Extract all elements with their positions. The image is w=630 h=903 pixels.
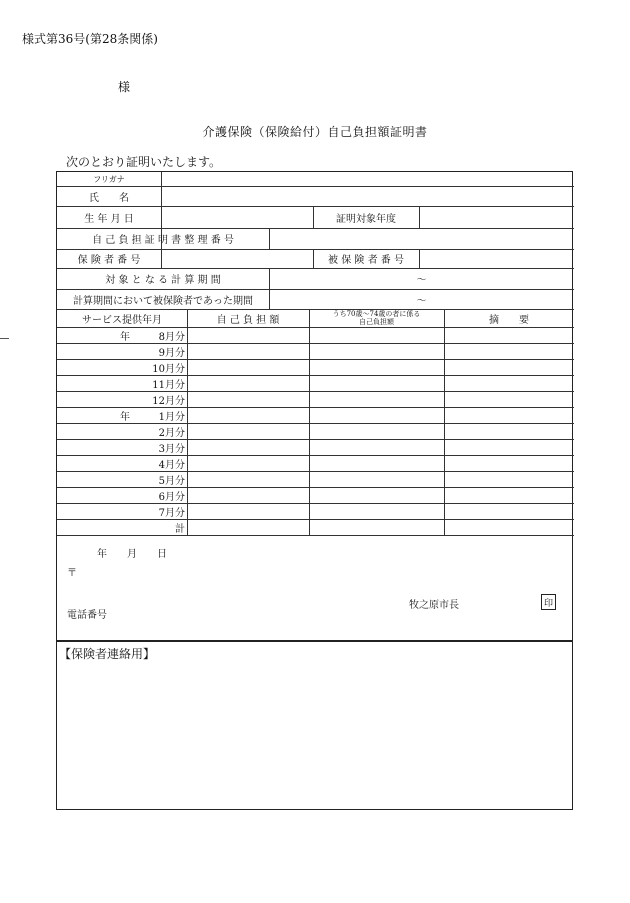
service-month-header: サービス提供年月	[82, 314, 162, 326]
addressee-suffix: 様	[118, 80, 131, 94]
month-row-year: 年	[120, 411, 130, 423]
furigana-label: フリガナ	[93, 174, 125, 184]
insured-number-label: 被 保 険 者 番 号	[328, 255, 404, 266]
month-row-label: 5月分	[158, 475, 185, 487]
age-70-74-header	[309, 309, 444, 327]
insurer-contact-label: 【保険者連絡用】	[59, 647, 156, 661]
certificate-form	[56, 171, 573, 641]
furigana-value	[162, 172, 574, 186]
intro-text: 次のとおり証明いたします。	[66, 155, 222, 169]
form-number: 様式第36号(第28条関係)	[22, 32, 158, 46]
insurer-contact-section	[56, 641, 573, 810]
self-payment-header: 自 己 負 担 額	[216, 314, 280, 326]
insured-period-tilde: ～	[416, 295, 427, 307]
month-row-label: 8月分	[158, 331, 185, 343]
birth-date-label: 生 年 月 日	[84, 213, 134, 225]
month-row-label: 9月分	[158, 347, 185, 359]
total-label: 計	[175, 523, 185, 535]
cert-year-label: 証明対象年度	[336, 213, 396, 225]
insurer-number-label: 保 険 者 番 号	[77, 255, 141, 266]
month-row-label: 2月分	[158, 427, 185, 439]
month-row-label: 12月分	[152, 395, 185, 407]
age-70-74-header-line2: 自己負担額	[359, 318, 394, 326]
month-row-label: 6月分	[158, 491, 185, 503]
month-row-label: 10月分	[152, 363, 185, 375]
phone-label: 電話番号	[67, 610, 107, 621]
issue-date: 年 月 日	[97, 549, 167, 560]
month-row-year: 年	[120, 331, 130, 343]
calc-period-tilde: ～	[416, 275, 427, 286]
age-70-74-header-line1: うち70歳～74歳の者に係る	[332, 310, 421, 318]
insured-period-label: 計算期間において被保険者であった期間	[73, 295, 253, 307]
month-row-label: 7月分	[158, 507, 185, 519]
month-row-label: 4月分	[158, 459, 185, 471]
postal-mark: 〒	[67, 568, 77, 579]
month-row-label: 1月分	[158, 411, 185, 423]
remarks-header: 摘 要	[489, 314, 529, 326]
name-label: 氏 名	[89, 192, 129, 204]
mayor-label: 牧之原市長	[409, 600, 459, 611]
seal-mark: 印	[541, 594, 556, 610]
cert-number-label: 自 己 負 担 証 明 書 整 理 番 号	[92, 235, 234, 246]
month-row-label: 11月分	[152, 379, 185, 391]
calc-period-label: 対 象 と な る 計 算 期 間	[105, 275, 221, 286]
month-row-label: 3月分	[158, 443, 185, 455]
document-title: 介護保険（保険給付）自己負担額証明書	[202, 125, 428, 139]
margin-mark	[0, 338, 9, 339]
